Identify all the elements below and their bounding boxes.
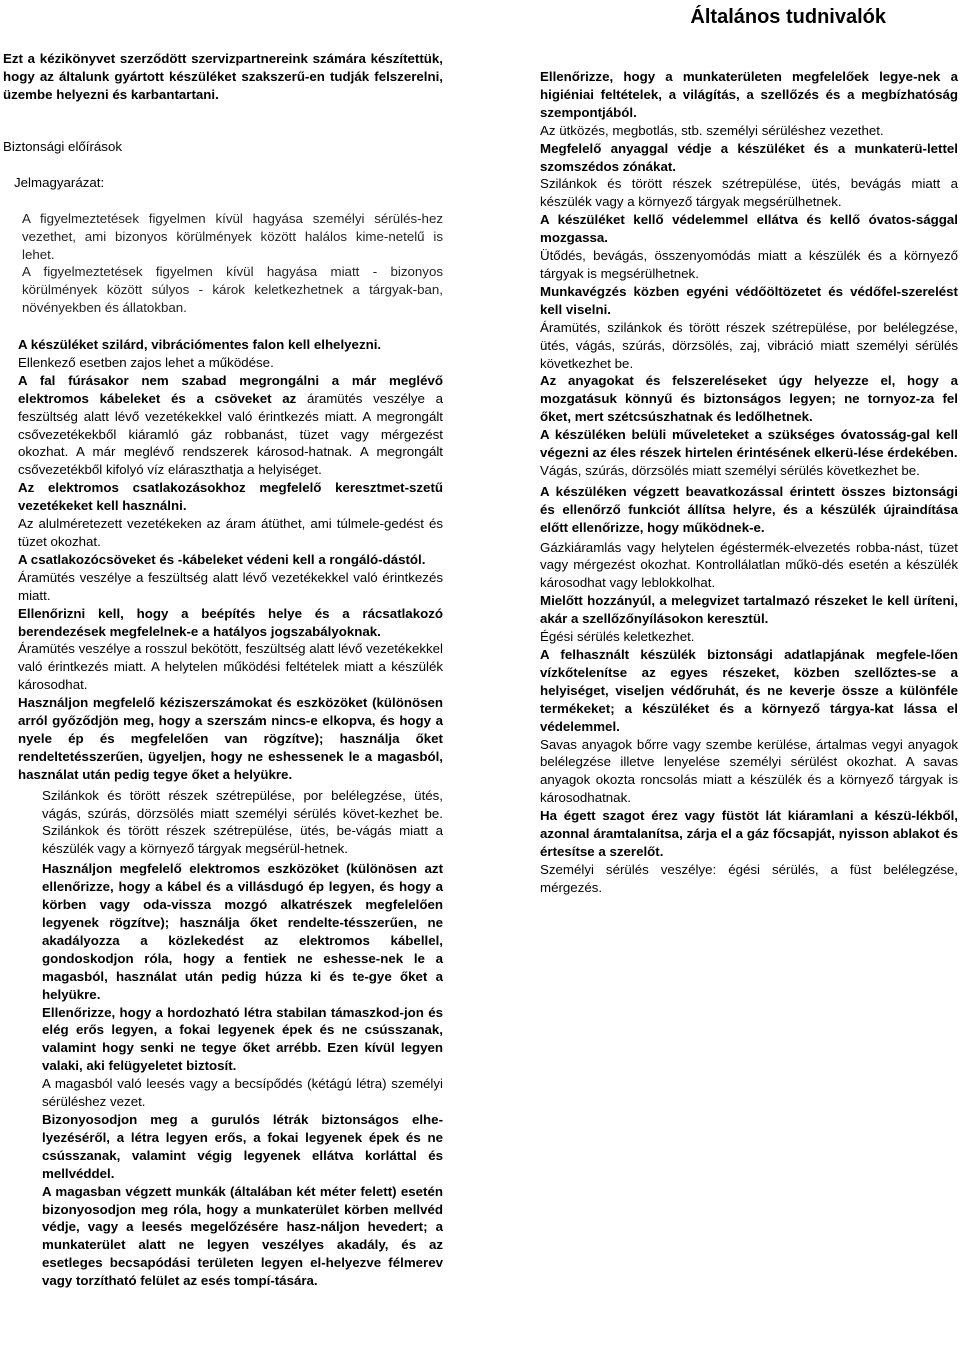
- rule-sharp-parts-note: Vágás, szúrás, dörzsölés miatt személyi sérülés következhet be.: [540, 462, 920, 478]
- rule-burning-smell-note: Személyi sérülés veszélye: égési sérülés, a füst belélegzése, mérgezés.: [540, 861, 958, 895]
- rule-descaling: A felhasznált készülék biztonsági adatlapjának megfele-lően vízkőtelenítse az egyes részeket, közben szellőztes-se a helyiséget, viseljen védőruhát, és ne keverje össze a különféle termékeket; a készüléket és a környező tárgya-kat lássa el védelemmel.: [540, 647, 958, 734]
- rule-restore-safety-functions-note: Gázkiáramlás vagy helytelen égéstermék-elvezetés robba-nást, tüzet vagy mérgezést okozhat. Kontrollálatlan műkö-dés esetén a készülék károsodhat vagy leblokkolhat.: [540, 539, 958, 591]
- legend-personal-injury: A figyelmeztetések figyelmen kívül hagyása személyi sérülés-hez vezethet, ami bizonyos körülmények között halálos kime-netelű is lehet.: [22, 211, 443, 262]
- rule-ladder-note: A magasból való leesés vagy a becsípődés (kétágú létra) személyi sérüléshez vezet.: [42, 1076, 443, 1110]
- rule-work-at-height: A magasban végzett munkák (általában két méter felett) esetén bizonyosodjon meg róla, hogy a munkaterület körben mellvéd védje, vagy a leesés megelőzésére hasz-náljon hevedert; a munkaterület alatt ne legyen veszélyes akadály, és az esetleges becsapódási területen legyen el-helyezve félmerev vagy torzítható felület az esés tompí-tására.: [42, 1183, 443, 1289]
- rule-cable-size-note: Az alulméretezett vezetékeken az áram átüthet, ami túlmele-gedést és tüzet okozhat.: [18, 516, 443, 549]
- legend-property-damage: A figyelmeztetések figyelmen kívül hagyása miatt - bizonyos körülmények között súlyos - károk keletkezhetnek a tárgyak-ban, növényekben és állatokban.: [22, 264, 443, 315]
- rule-descaling-note: Savas anyagok bőrre vagy szembe kerülése, ártalmas vegyi anyagok belélegzése illetve lenyelése személyi sérülést okozhat. A savas anyagok okozta roncsolás miatt a készülék és a környező tárgyak is károsodhatnak.: [540, 736, 958, 806]
- rule-rolling-ladder: Bizonyosodjon meg a gurulós létrák biztonságos elhe-lyezéséről, a létra legyen erős, a fokai legyenek épek és ne csússzanak, valamint végig legyenek ellátva korláttal és mellvéddel.: [42, 1111, 443, 1181]
- rule-workplace-conditions-note: Az ütközés, megbotlás, stb. személyi sérüléshez vezethet.: [540, 122, 884, 138]
- rule-protect-cables: A csatlakozócsöveket és -kábeleket védeni kell a rongáló-dástól.: [18, 551, 426, 567]
- rule-workplace-conditions: Ellenőrizze, hogy a munkaterületen megfelelőek legye-nek a higiéniai feltételek, a világítás, a szellőzés és a megbízhatóság szempontjából.: [540, 69, 958, 120]
- intro-text: Ezt a kézikönyvet szerződött szervizpartnereink számára készítettük, hogy az általunk gyártott készüléket szakszerű-en tudják felszerelni, üzembe helyezni és karbantartani.: [3, 51, 443, 102]
- rule-move-carefully: A készüléket kellő védelemmel ellátva és kellő óvatos-sággal mozgassa.: [540, 212, 958, 246]
- right-rules-block: [540, 68, 958, 897]
- rule-protective-clothing-note: Áramütés, szilánkok és törött részek szétrepülése, por belélegzése, ütés, vágás, szúrás, dörzsölés, zaj, vibráció miatt személyi sérülés következhet be.: [540, 319, 958, 371]
- rule-cable-size: Az elektromos csatlakozásokhoz megfelelő keresztmet-szetű vezetékeket kell használni.: [18, 480, 443, 514]
- rule-ladder: Ellenőrizze, hogy a hordozható létra stabilan támaszkod-jon és elég erős legyen, a fokai legyenek épek és ne csússzanak, valamint hogy senki ne tegye őket arrébb. Ezen kívül legyen valaki, aki felügyeletet biztosít.: [42, 1004, 443, 1074]
- rule-protect-device: Megfelelő anyaggal védje a készüléket és a munkaterü-lettel szomszédos zónákat.: [540, 140, 958, 174]
- rule-store-materials: Az anyagokat és felszereléseket úgy helyezze el, hogy a mozgatásuk könnyű és biztonságos legyen; ne tornyoz-za fel őket, mert szétcsúszhatnak és ledőlhetnek.: [540, 373, 958, 425]
- rule-drilling-note: áramütés veszélye a feszültség alatt lévő vezetékekkel való érintkezés miatt. A megrongált csővezetékekből kiáramló gáz robbanást, tüzet vagy mérgezést okozhat. A már meglévő rendszerek károsod-hatnak. A megrongált csővezetékből kifolyó víz eláraszthatja a helyiséget.: [18, 390, 444, 478]
- rule-protective-clothing: Munkavégzés közben egyéni védőöltözetet és védőfel-szerelést kell viselni.: [540, 283, 958, 317]
- page-title: Általános tudnivalók: [690, 6, 886, 28]
- rule-wall-mounting-note: Ellenkező esetben zajos lehet a működése.: [18, 354, 274, 370]
- rule-drain-hot-water-note: Égési sérülés keletkezhet.: [540, 629, 695, 645]
- rule-hand-tools: Használjon megfelelő kéziszerszámokat és eszközöket (különösen arról győződjön meg, hogy a szerszám nincs-e elkopva, és hogy a nyele ép és megfelelően van rögzítve); használja őket rendeltetésszerűen, ügyeljen, hogy ne eshessenek le a magasból, használat után pedig tegye őket a helyükre.: [18, 695, 443, 782]
- rule-regulations-note: Áramütés veszélye a rosszul bekötött, feszültség alatt lévő vezetékekkel való érintkezés miatt. A helytelen működési feltételek miatt a készülék károsodhat.: [18, 641, 443, 693]
- rule-drilling-bold: A fal fúrásakor nem szabad megrongálni a már meglévő elektromos kábeleket és a csöveket az: [18, 372, 443, 406]
- rule-regulations: Ellenőrizni kell, hogy a beépítés helye és a rácsatlakozó berendezések megfelelnek-e a hatályos jogszabályoknak.: [18, 605, 443, 639]
- rule-sharp-parts: A készüléken belüli műveleteket a szükséges óvatosság-gal kell végezni az éles részek hirtelen érintésének elkerü-lése érdekében.: [540, 427, 958, 461]
- rule-protect-cables-note: Áramütés veszélye a feszültség alatt lévő vezetékekkel való érintkezés miatt.: [18, 569, 443, 603]
- rule-electric-tools: Használjon megfelelő elektromos eszközöket (különösen azt ellenőrizze, hogy a kábel és a villásdugó ép legyen, és hogy a körben vagy oda-vissza mozgó alkatrészek megfelelően legyenek rögzítve); használja őket rendelte-tésszerűen, ne akadályozza a közlekedést az elektromos kábellel, gondoskodjon róla, hogy a fentiek ne eshesse-nek le a magasból, használat után pedig húzza ki és te-gye őket a helyükre.: [42, 861, 443, 1002]
- rule-hand-tools-note: Szilánkok és törött részek szétrepülése, por belélegzése, ütés, vágás, szúrás, dörzsölés miatt személyi sérülés követ-kezhet be. Szilánkok és törött részek szétrepülése, ütés, be-vágás miatt a készülék vagy a környező tárgyak megsérül-hetnek.: [42, 787, 443, 857]
- rule-burning-smell: Ha égett szagot érez vagy füstöt lát kiáramlani a készü-lékből, azonnal áramtalanítsa, zárja el a gáz főcsapját, nyisson ablakot és értesítse a szerelőt.: [540, 808, 958, 859]
- rules-block: [18, 336, 443, 1290]
- rule-drilling: [18, 372, 443, 479]
- rule-drain-hot-water: Mielőtt hozzányúl, a melegvizet tartalmazó részeket le kell üríteni, akár a szellőzőnyílásokon keresztül.: [540, 593, 958, 627]
- safety-heading: Biztonsági előírások: [3, 139, 122, 154]
- rule-protect-device-note: Szilánkok és törött részek szétrepülése, ütés, bevágás miatt a készülék vagy a környező tárgyak megsérülhetnek.: [540, 176, 958, 210]
- rule-wall-mounting: A készüléket szilárd, vibrációmentes falon kell elhelyezni.: [18, 337, 382, 352]
- legend-label: Jelmagyarázat:: [14, 175, 105, 190]
- rule-restore-safety-functions: A készüléken végzett beavatkozással érintett összes biztonsági és ellenőrző funkciót állítsa helyre, és a készülék újraindítása előtt ellenőrizze, hogy működnek-e.: [540, 483, 958, 535]
- rule-move-carefully-note: Ütődés, bevágás, összenyomódás miatt a készülék és a környező tárgyak is megsérülhetnek.: [540, 248, 958, 281]
